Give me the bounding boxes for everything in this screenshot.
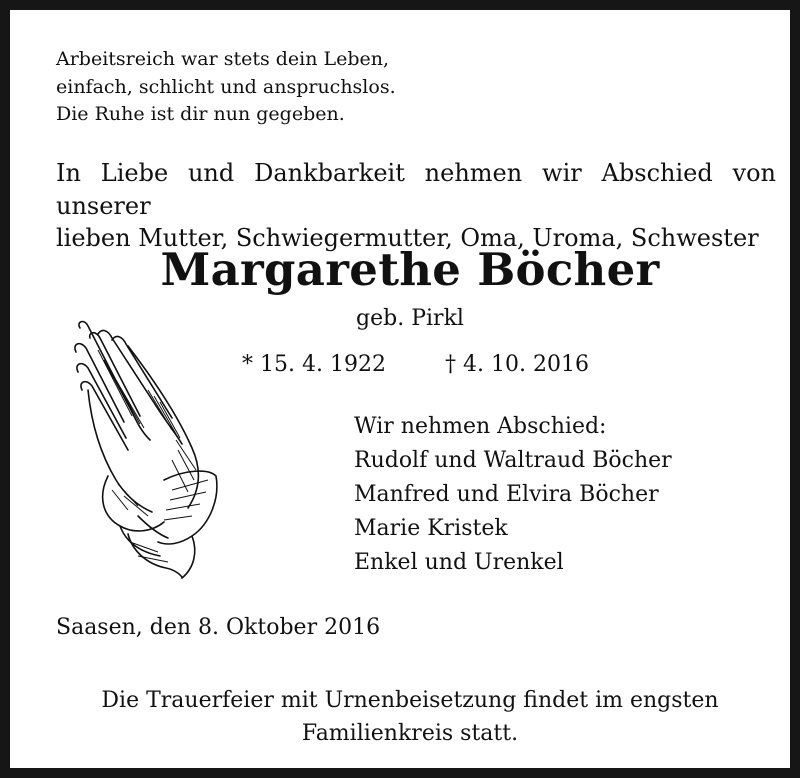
place-date: Saasen, den 8. Oktober 2016 <box>56 615 381 640</box>
maiden-name: geb. Pirkl <box>356 306 464 331</box>
notice-line: Die Trauerfeier mit Urnenbeisetzung findet im engsten <box>101 688 719 713</box>
funeral-notice <box>10 684 800 750</box>
notice-line: Familienkreis statt. <box>301 721 519 746</box>
death-date: † 4. 10. 2016 <box>445 352 589 377</box>
poem <box>56 46 396 129</box>
mourners-heading: Wir nehmen Abschied: <box>354 414 607 439</box>
intro-line: lieben Mutter, Schwiegermutter, Oma, Uroma, Schwester <box>56 224 759 252</box>
poem-line: einfach, schlicht und anspruchslos. <box>56 75 396 98</box>
praying-hands-icon <box>68 320 218 582</box>
mourner-entry: Marie Kristek <box>354 516 508 541</box>
mourner-entry: Manfred und Elvira Böcher <box>354 482 659 507</box>
intro-line: In Liebe und Dankbarkeit nehmen wir Abschied von unserer <box>56 159 776 220</box>
mourner-entry: Rudolf und Waltraud Böcher <box>354 448 672 473</box>
poem-line: Die Ruhe ist dir nun gegeben. <box>56 103 345 125</box>
mourner-entry: Enkel und Urenkel <box>354 550 564 575</box>
deceased-name: Margarethe Böcher <box>160 243 660 296</box>
mourners-list <box>354 410 672 580</box>
birth-date: * 15. 4. 1922 <box>242 352 386 377</box>
poem-line: Arbeitsreich war stets dein Leben, <box>56 48 390 70</box>
intro-text <box>56 157 776 255</box>
